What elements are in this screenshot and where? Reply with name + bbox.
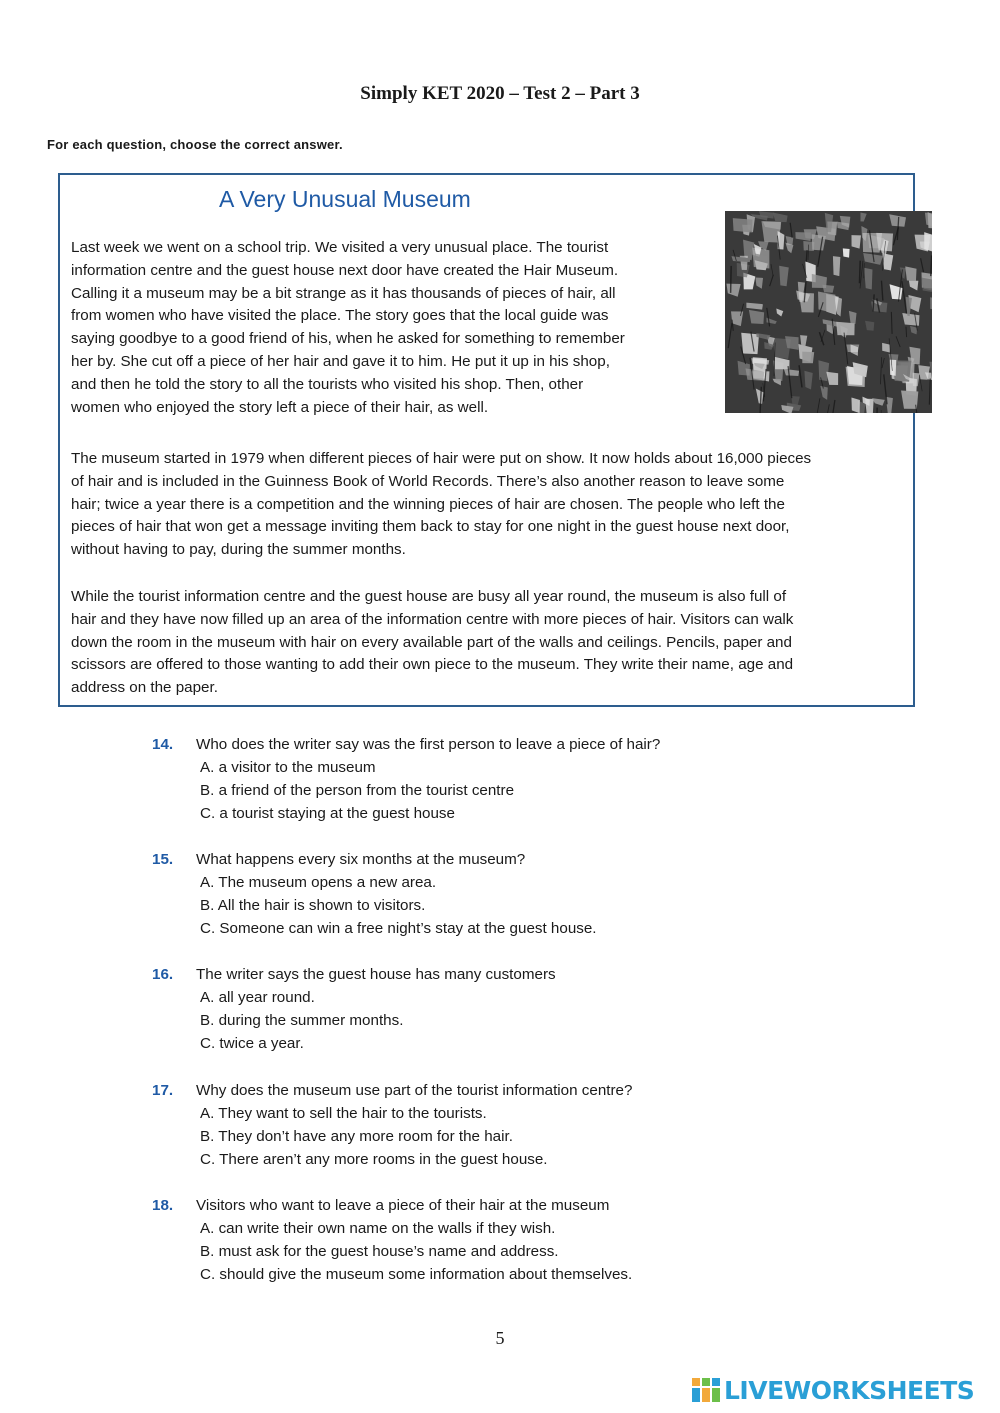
text-line: her by. She cut off a piece of her hair and gave it to him. He put it up in his shop, [71,352,610,370]
text-line: down the room in the museum with hair on every available part of the walls and ceilings. Pencils, paper and [71,633,792,651]
question-number: 18. [152,1197,174,1214]
article-title: A Very Unusual Museum [219,186,471,212]
question-number: 15. [152,851,174,868]
option-b[interactable]: B. All the hair is shown to visitors. [200,897,426,914]
question-number: 16. [152,966,174,983]
text-line: pieces of hair that won get a message inviting them back to stay for one night in the guest house next door, [71,518,790,536]
option-b[interactable]: B. They don’t have any more room for the hair. [200,1128,513,1145]
text-line: scissors are offered to those wanting to add their own piece to the museum. They write their name, age and [71,656,794,674]
text-line: women who enjoyed the story left a piece of their hair, as well. [71,398,489,416]
option-b[interactable]: B. must ask for the guest house’s name and address. [200,1243,559,1260]
text-line: without having to pay, during the summer months. [71,541,406,559]
question-stem: The writer says the guest house has many customers [196,966,556,983]
option-a[interactable]: A. a visitor to the museum [200,759,376,776]
option-b[interactable]: B. during the summer months. [200,1012,404,1029]
article-paragraph-2 [71,448,811,562]
page-number: 5 [495,1328,505,1348]
text-line: Calling it a museum may be a bit strange as it has thousands of pieces of hair, all [71,284,616,302]
text-line: saying goodbye to a good friend of his, when he asked for something to remember [71,330,625,348]
article-paragraph-3 [71,586,793,700]
text-line: hair and they have now filled up an area of the information centre with more pieces of hair. Visitors can walk [71,610,794,628]
question-stem: What happens every six months at the museum? [196,851,526,868]
option-a[interactable]: A. The museum opens a new area. [200,874,437,891]
text-line: of hair and is included in the Guinness Book of World Records. There’s also another reason to leave some [71,472,785,490]
hair-museum-photo [725,211,932,413]
option-c[interactable]: C. There aren’t any more rooms in the guest house. [200,1151,548,1168]
text-line: Last week we went on a school trip. We visited a very unusual place. The tourist [71,239,609,256]
option-c[interactable]: C. should give the museum some information about themselves. [200,1266,633,1283]
question-stem: Who does the writer say was the first person to leave a piece of hair? [196,736,661,753]
liveworksheets-brand[interactable] [690,1375,974,1405]
liveworksheets-logo-icon [690,1376,722,1404]
text-line: address on the paper. [71,679,218,697]
option-c[interactable]: C. a tourist staying at the guest house [200,805,455,822]
option-a[interactable]: A. They want to sell the hair to the tourists. [200,1105,487,1122]
question-stem: Why does the museum use part of the tourist information centre? [196,1082,633,1099]
option-c[interactable]: C. Someone can win a free night’s stay at the guest house. [200,920,597,937]
option-a[interactable]: A. all year round. [200,989,315,1006]
text-line: and then he told the story to all the tourists who visited his shop. Then, other [71,375,584,393]
article-paragraph-1 [71,237,625,419]
brand-name: LIVEWORKSHEETS [724,1375,975,1405]
option-a[interactable]: A. can write their own name on the walls if they wish. [200,1220,556,1237]
page-title: Simply KET 2020 – Test 2 – Part 3 [360,83,640,104]
question-number: 14. [152,736,174,753]
question-number: 17. [152,1082,174,1099]
instruction-text: For each question, choose the correct answer. [47,137,343,152]
option-b[interactable]: B. a friend of the person from the tourist centre [200,782,515,799]
text-line: hair; twice a year there is a competition and the winning pieces of hair are chosen. The people who left the [71,495,785,513]
text-line: The museum started in 1979 when different pieces of hair were put on show. It now holds about 16,000 pieces [71,450,812,467]
text-line: from women who have visited the place. The story goes that the local guide was [71,307,609,325]
question-stem: Visitors who want to leave a piece of their hair at the museum [196,1197,610,1214]
text-line: information centre and the guest house next door have created the Hair Museum. [71,261,619,279]
text-line: While the tourist information centre and the guest house are busy all year round, the museum is also full of [71,588,787,605]
option-c[interactable]: C. twice a year. [200,1035,304,1052]
